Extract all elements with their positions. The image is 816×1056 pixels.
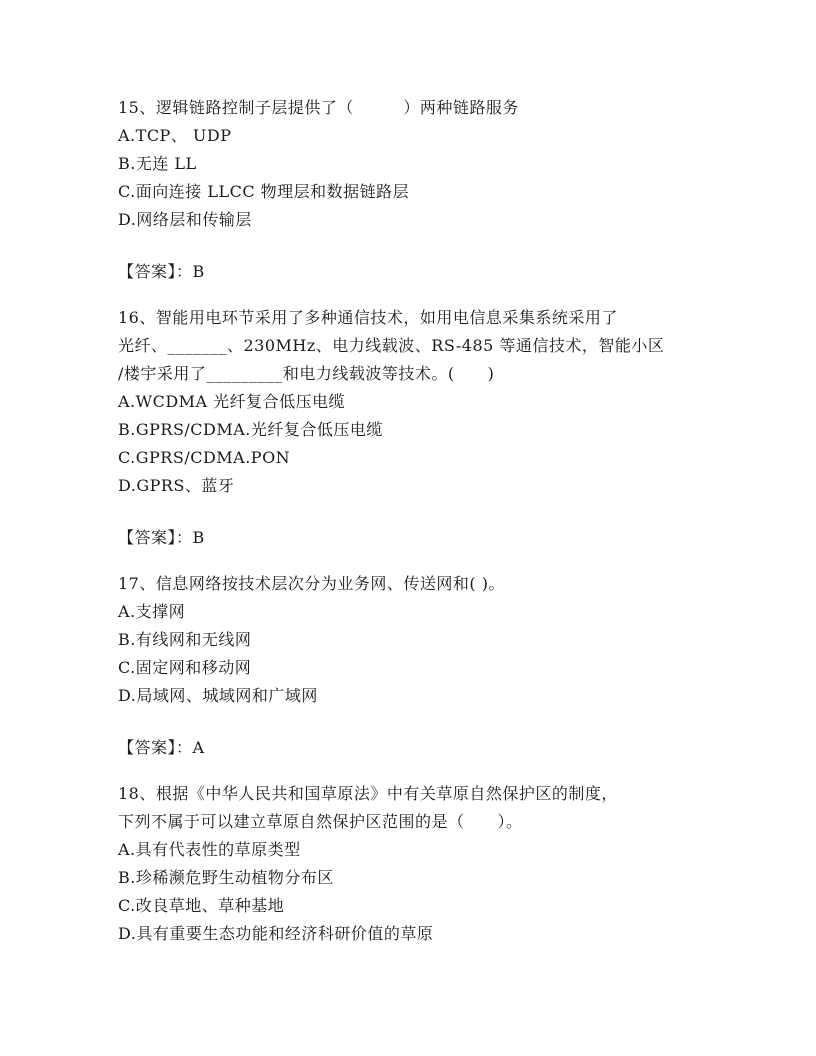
question-stem-line: 下列不属于可以建立草原自然保护区范围的是（ ）。 [118,812,523,831]
question-stem-line: /楼宇采用了_________和电力线载波等技术。( ) [118,364,495,383]
option-a: A.具有代表性的草原类型 [118,840,301,859]
option-a: A.支撑网 [118,602,186,621]
option-b: B.无连 LL [118,154,197,173]
option-d: D.网络层和传输层 [118,210,252,229]
question-stem-line: 16、智能用电环节采用了多种通信技术，如用电信息采集系统采用了 [118,308,618,327]
question-stem-line: 17、信息网络按技术层次分为业务网、传送网和( )。 [118,574,505,593]
document-page [118,94,718,948]
option-c: C.改良草地、草种基地 [118,896,285,915]
question-16 [118,304,718,552]
option-b: B.GPRS/CDMA.光纤复合低压电缆 [118,420,383,439]
question-stem-line: 18、根据《中华人民共和国草原法》中有关草原自然保护区的制度， [118,784,618,803]
answer-line: 【答案】：B [118,528,205,547]
question-17 [118,570,718,762]
option-c: C.固定网和移动网 [118,658,252,677]
answer-line: 【答案】：A [118,738,205,757]
option-d: D.GPRS、蓝牙 [118,476,235,495]
question-stem-line: 光纤、_______、230MHz、电力线载波、RS-485 等通信技术，智能小区 [118,336,665,355]
option-d: D.局域网、城域网和广域网 [118,686,318,705]
question-stem-line: 15、逻辑链路控制子层提供了（ ）两种链路服务 [118,98,519,117]
option-c: C.面向连接 LLCC 物理层和数据链路层 [118,182,410,201]
option-d: D.具有重要生态功能和经济科研价值的草原 [118,924,434,943]
answer-line: 【答案】：B [118,262,205,281]
option-b: B.珍稀濒危野生动植物分布区 [118,868,334,887]
option-a: A.TCP、 UDP [118,126,232,145]
option-b: B.有线网和无线网 [118,630,252,649]
question-18 [118,780,718,948]
option-a: A.WCDMA 光纤复合低压电缆 [118,392,346,411]
question-15 [118,94,718,286]
option-c: C.GPRS/CDMA.PON [118,448,291,467]
